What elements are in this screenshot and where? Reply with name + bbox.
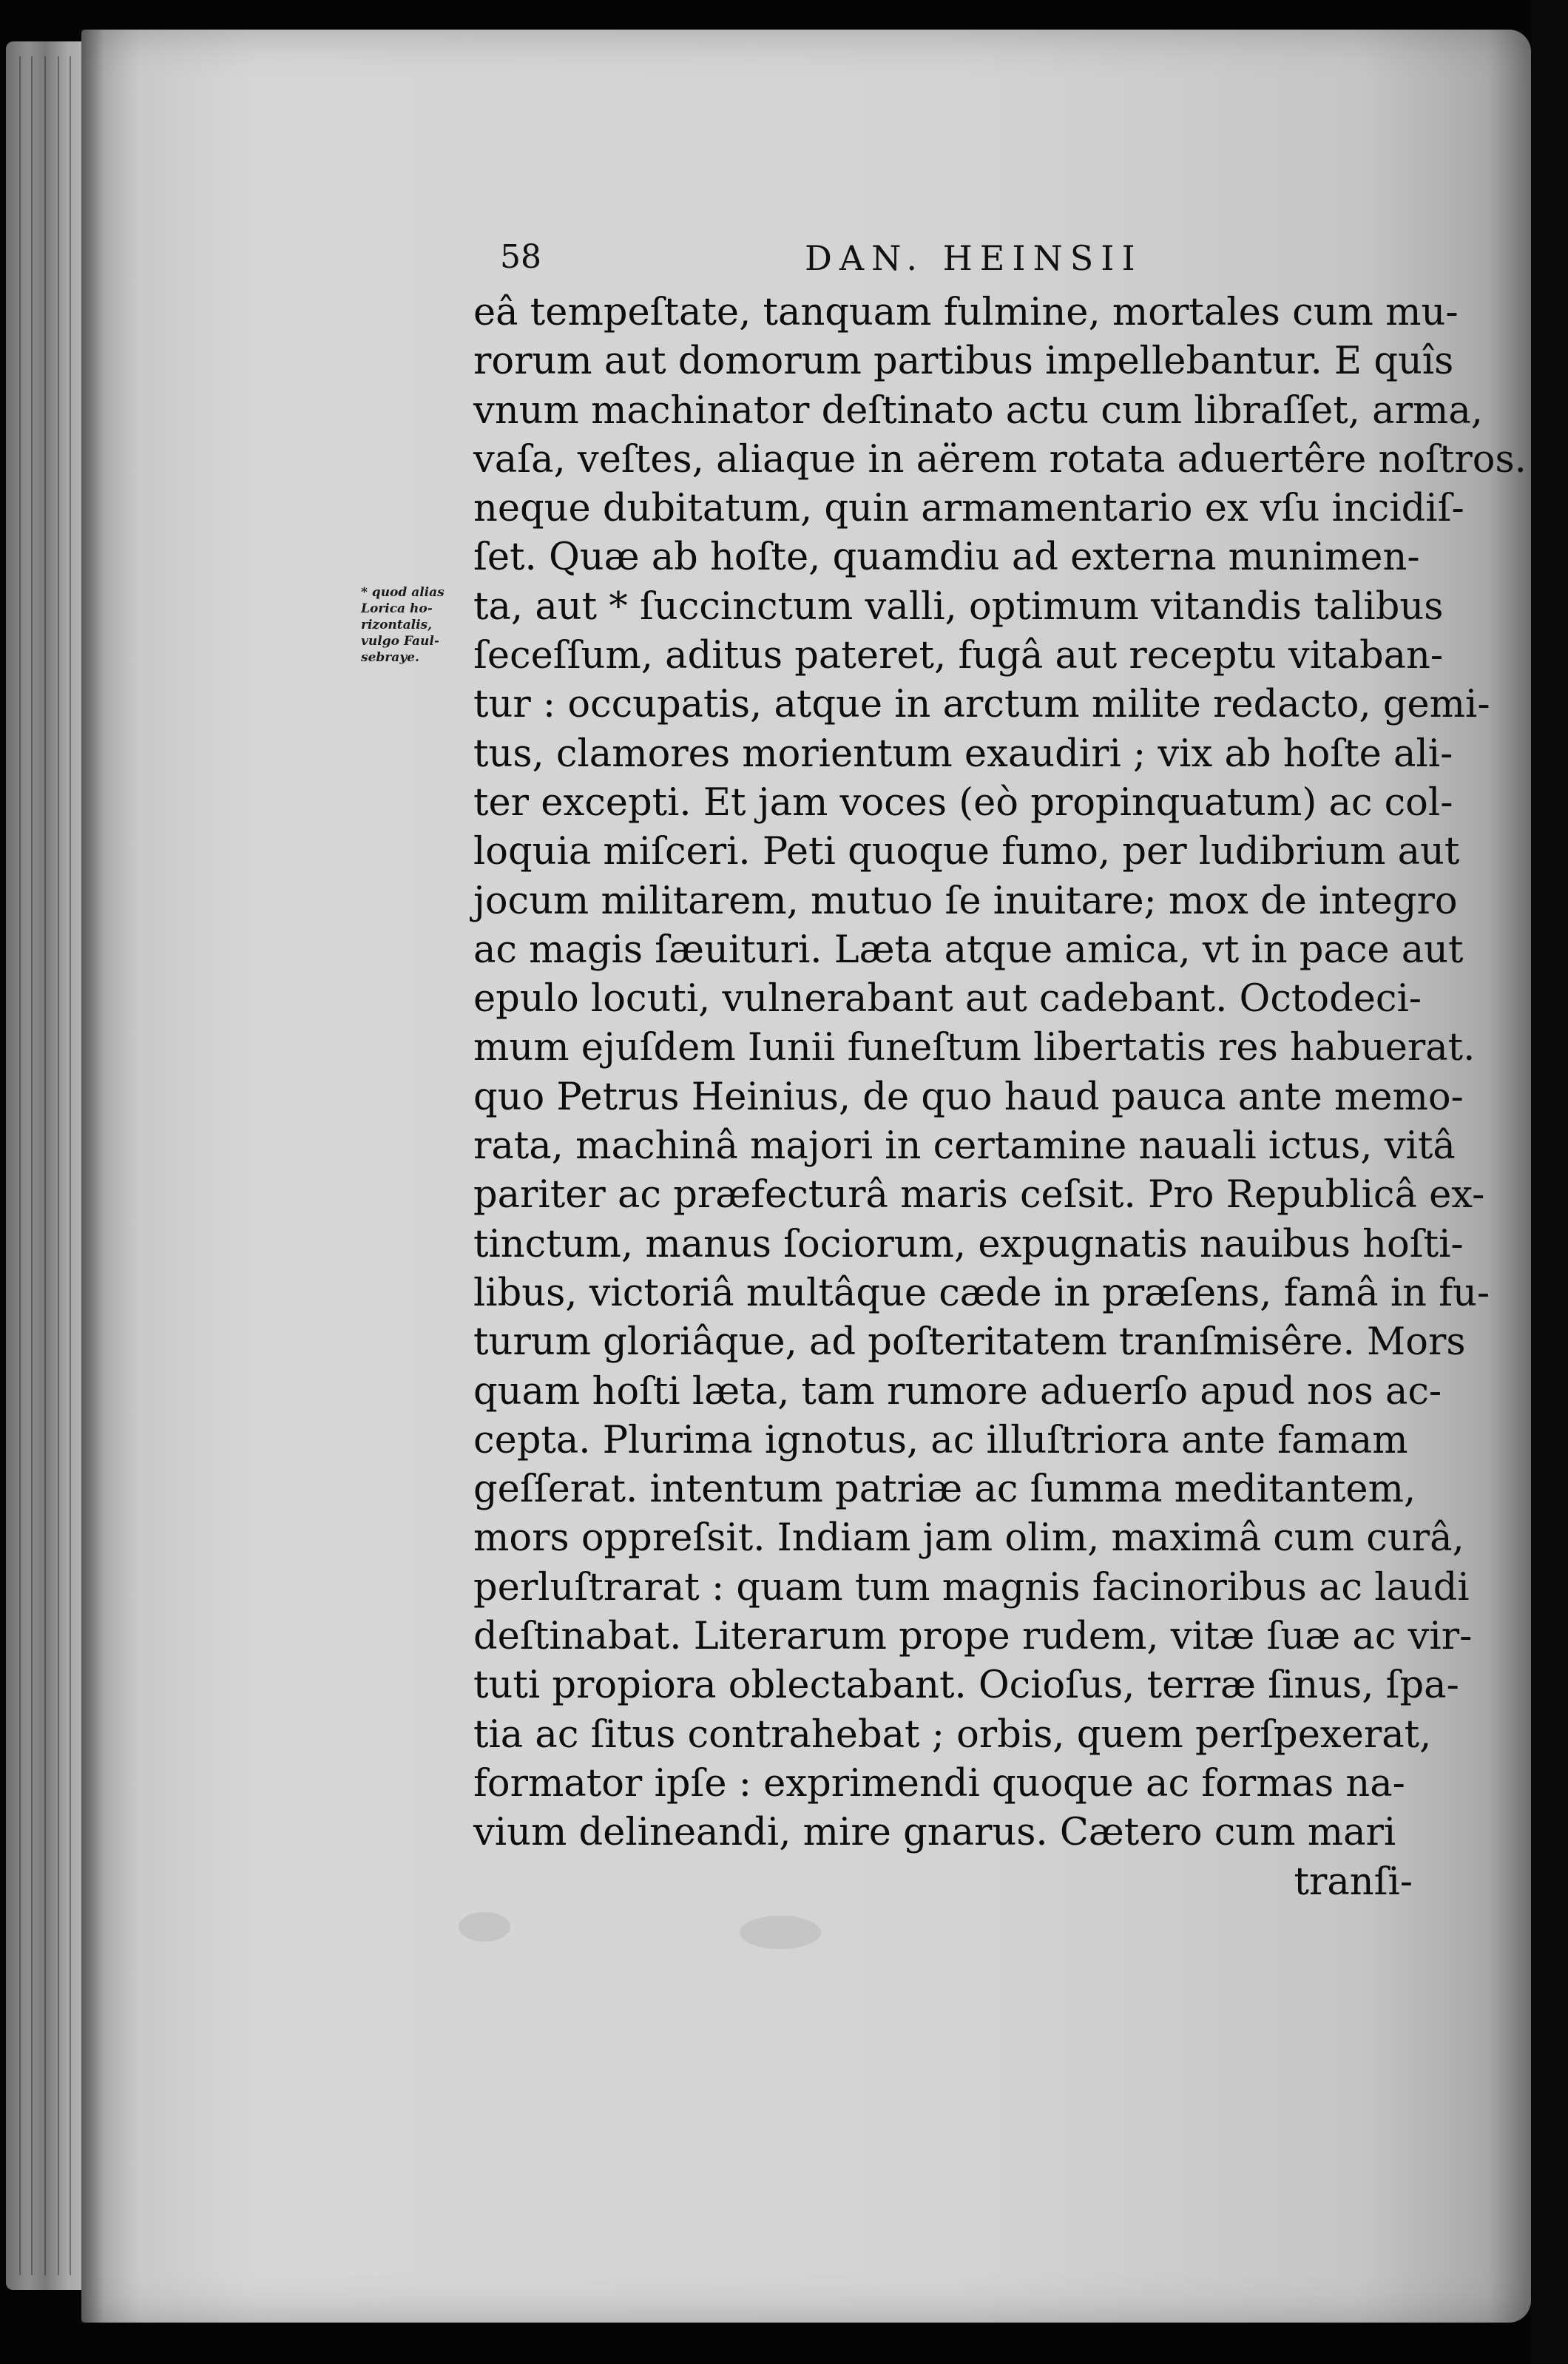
text-line: vium delineandi, mire gnarus. Cætero cum mari bbox=[473, 1811, 1396, 1855]
text-line: formator ipſe : exprimendi quoque ac formas na- bbox=[473, 1761, 1405, 1806]
text-line: vnum machinator deſtinato actu cum libraſſet, arma, bbox=[473, 388, 1483, 433]
text-line: tinctum, manus ſociorum, expugnatis nauibus hoſti- bbox=[473, 1222, 1464, 1266]
marginal-note-line: vulgo Faul- bbox=[361, 634, 439, 649]
marginal-note-line: rizontalis, bbox=[361, 618, 433, 632]
page-number: 58 bbox=[500, 238, 541, 276]
text-line: tia ac ſitus contrahebat ; orbis, quem perſpexerat, bbox=[473, 1712, 1432, 1757]
marginal-note-line: Lorica ho- bbox=[361, 601, 433, 616]
text-line: mors oppreſsit. Indiam jam olim, maximâ cum curâ, bbox=[473, 1516, 1464, 1561]
text-line: mum ejuſdem Iunii funeſtum libertatis res habuerat. bbox=[473, 1026, 1476, 1070]
marginal-note bbox=[361, 584, 483, 666]
text-line: epulo locuti, vulnerabant aut cadebant. Octodeci- bbox=[473, 977, 1422, 1021]
text-line: neque dubitatum, quin armamentario ex vſu incidiſ- bbox=[473, 487, 1464, 531]
text-line: quo Petrus Heinius, de quo haud pauca ante memo- bbox=[473, 1075, 1464, 1119]
text-line: tuti propiora oblectabant. Ocioſus, terræ ſinus, ſpa- bbox=[473, 1664, 1459, 1708]
paper-smudge bbox=[740, 1916, 821, 1949]
text-line: deſtinabat. Literarum prope rudem, vitæ ſuæ ac vir- bbox=[473, 1615, 1473, 1659]
text-line: tus, clamores morientum exaudiri ; vix ab hoſte ali- bbox=[473, 732, 1453, 776]
running-head: DAN. HEINSII bbox=[805, 238, 1143, 278]
text-line: eâ tempeſtate, tanquam fulmine, mortales cum mu- bbox=[473, 291, 1459, 334]
text-line: quam hoſti læta, tam rumore aduerſo apud nos ac- bbox=[473, 1369, 1442, 1414]
scan-right-margin bbox=[1531, 0, 1568, 2364]
text-line: rorum aut domorum partibus impellebantur. E quîs bbox=[473, 340, 1454, 384]
text-line: ſet. Quæ ab hoſte, quamdiu ad externa munimen- bbox=[473, 536, 1420, 580]
marginal-note-line: sebraye. bbox=[361, 650, 419, 665]
text-line: perluſtrarat : quam tum magnis facinoribus ac laudi bbox=[473, 1565, 1470, 1610]
text-line: libus, victoriâ multâque cæde in præſens, famâ in fu- bbox=[473, 1271, 1490, 1315]
text-line: geſſerat. intentum patriæ ac ſumma meditantem, bbox=[473, 1468, 1416, 1512]
text-line: ac magis ſæuituri. Læta atque amica, vt in pace aut bbox=[473, 928, 1464, 972]
page-gutter-shadow bbox=[81, 30, 104, 2323]
text-line: jocum militarem, mutuo ſe inuitare; mox de integro bbox=[473, 879, 1458, 923]
text-line: vaſa, veſtes, aliaque in aërem rotata aduertêre noſtros. bbox=[473, 437, 1527, 482]
text-line: ter excepti. Et jam voces (eò propinquatum) ac col- bbox=[473, 780, 1453, 825]
paper-smudge bbox=[459, 1912, 510, 1942]
catchword: tranſi- bbox=[1294, 1860, 1413, 1904]
text-line: rata, machinâ majori in certamine nauali ictus, vitâ bbox=[473, 1124, 1456, 1169]
body-text bbox=[473, 288, 1527, 1907]
text-line: tur : occupatis, atque in arctum milite redacto, gemi- bbox=[473, 683, 1490, 727]
text-line: turum gloriâque, ad poſteritatem tranſmisêre. Mors bbox=[473, 1320, 1466, 1365]
marginal-note-line: * quod alias bbox=[361, 585, 445, 600]
text-line: ſeceſſum, aditus pateret, fugâ aut receptu vitaban- bbox=[473, 634, 1444, 678]
text-line: pariter ac præfecturâ maris ceſsit. Pro Republicâ ex- bbox=[473, 1173, 1485, 1218]
text-line: loquia miſceri. Peti quoque fumo, per ludibrium aut bbox=[473, 830, 1460, 874]
text-line: cepta. Plurima ignotus, ac illuſtriora ante famam bbox=[473, 1418, 1408, 1462]
text-line: ta, aut * ſuccinctum valli, optimum vitandis talibus bbox=[473, 584, 1444, 629]
page-header bbox=[500, 238, 1461, 283]
